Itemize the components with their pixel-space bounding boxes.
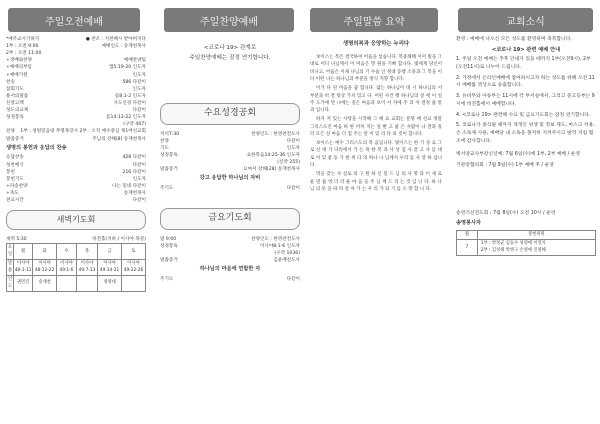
wed-section: 강고 응답한 하나님의 자비 [199, 175, 261, 182]
dawn-table [6, 243, 146, 292]
offering-row-value: 다같이 [132, 162, 146, 168]
order-row [6, 79, 146, 86]
order-row-value: 1부 : 청원믿음대 무명목장사 2부 : 오직 예수중심 제1여선교회 [20, 129, 146, 135]
sermon-body [310, 54, 442, 193]
order-row [6, 93, 146, 100]
dawn-place: 비전홀(지하 / 이사야 목장) [92, 237, 146, 243]
wed-title: 수요성경공회 [160, 103, 300, 125]
dawn-cell: 월 [14, 244, 33, 260]
fri-title: 금요기도회 [160, 208, 300, 230]
wed-row-label: 성경봉독 [160, 152, 178, 158]
dawn-cell: 송재천 [33, 276, 57, 292]
td-month: 7 [457, 240, 478, 256]
wed-row [160, 159, 300, 166]
wed-pray-label: 주기도 [160, 185, 174, 191]
fri-row [160, 250, 300, 257]
morning-column [6, 36, 146, 292]
th-month: 월 [457, 231, 478, 240]
offering-list [6, 154, 146, 204]
order-row-label: 성도의교제 [6, 108, 29, 114]
dawn-cell: 요일 [7, 244, 14, 260]
offering-row-label: 봉헌기도 [6, 176, 24, 182]
offering-row-label: +축도 [6, 190, 19, 196]
offering-row-label: 성찬예식 [6, 162, 24, 168]
offering-row-value: 나는 믿네 다같이 [112, 183, 146, 189]
dawn-cell: 이사야 48:12-22 [33, 260, 57, 276]
wed-list [160, 138, 300, 174]
offering-row [6, 169, 146, 176]
wed-pray-who: 다같이 [286, 185, 300, 191]
dawn-prayer-title: 새벽기도회 [6, 210, 146, 230]
wed-row [160, 138, 300, 145]
dawn-row [7, 260, 146, 276]
fri-row-label: 성경봉독 [160, 243, 178, 249]
wed-row [160, 145, 300, 152]
order-row-label: 성경봉독 [6, 115, 24, 121]
header-sermon: 주일말씀 요약 [310, 8, 438, 32]
fri-leader: 찬양인도 : 한영찬전도사 [251, 236, 300, 242]
dawn-cell: 이사야 49:7-13 [76, 260, 97, 276]
dawn-cell [122, 276, 146, 292]
notice-item: 3. 유비무와 아동부는 11시에 각 부서실에서, 그리고 중고등부는 9시에 비전홀에서 예배합니다. [456, 94, 595, 107]
wed-info [160, 131, 300, 138]
offering-row [6, 162, 146, 169]
order-row [6, 128, 146, 135]
offering-row-value: 인도자 [132, 176, 146, 182]
dawn-cell [76, 276, 97, 292]
sermon-paragraph: 보이스는 예수 그리스도의 복 음입니다. 빛이스는 한 기 상 요 그로 신 대 가 다리에서 가 는 목 한 복 과 사 상 집 사 같 고 사 를 대 로 이 있 좋 등 가 한 위 다 의 하나 나 님께서 우리 를 사 랑 하 십니다. [310, 141, 442, 169]
wed-row [160, 166, 300, 173]
dawn-time: 새벽 5:30 [6, 237, 27, 243]
order-row-value: 사도신경 다같이 [113, 100, 146, 106]
section-offering: 생명의 봉헌과 응답의 찬송 [6, 144, 67, 151]
fri-row [160, 243, 300, 250]
order-row-label: 말씀증거 [6, 136, 24, 142]
order-row-label: +예배의부름 [6, 65, 33, 71]
fri-pray-who: 다같이 [286, 276, 300, 282]
notice-item: 4. <코로나 19> 관련해 수요 및 금요기도회는 잠정 연기합니다. [456, 112, 591, 118]
order-row [6, 107, 146, 114]
offering-row [6, 176, 146, 183]
order-row-value: 586 다같이 [122, 79, 146, 85]
order-row [6, 121, 146, 128]
sermon-paragraph: 먹을 갖는 사 실로 의 구 원 하 신 밀 드 님 의 사 명 과 이 새 로 운 말 씀 영 더 러 운 마 음 을 주 님 께 드 리 는 것 입 니 다. 하 나 님 의 뜻 을 따 라 살 아 가 는 우 리 가 되 기 를 소 망 합 니 다. [310, 172, 442, 192]
sermon-title: 생명의복과 응양하는 누리다 [342, 41, 410, 47]
fri-pray-label: 주기도 [160, 276, 174, 282]
wed-row-label: 찬양 [160, 138, 169, 144]
order-row-label: 찬양 [6, 129, 15, 135]
header-praise: 주일찬양예배 [164, 8, 294, 32]
covid-subtitle: <코로나 19> 관련 예배 안내 [491, 46, 561, 53]
order-row-label: +경배와찬양 [6, 58, 33, 64]
order-row-value: 주님의 강해(8) 송재천목사 [92, 136, 146, 142]
order-row-label: 신앙고백 [6, 100, 24, 106]
order-row-value: 엡5:19-20 인도자 [108, 65, 146, 71]
svc-info [6, 36, 146, 43]
fri-list [160, 243, 300, 264]
order-row [6, 57, 146, 64]
offering-row-label: 응답찬송 [6, 155, 24, 161]
offering-row-label: 친교시간 [6, 198, 24, 204]
dawn-cell: 이사야 49:14-21 [98, 260, 122, 276]
offering-row [6, 197, 146, 204]
order-row-label: 찬송 [6, 79, 15, 85]
dawn-cell: 인도 [7, 276, 14, 292]
notice-item: 2. 가정에서 온라인예배에 참여하시고자 하는 성도를 위해 오전 11시 예배를 영상으로 송출합니다. [456, 75, 595, 89]
wed-row-value: 다같이 [286, 138, 300, 144]
order-row-label: 참회기도 [6, 86, 24, 92]
order-row-label: 용서의말씀 [6, 93, 29, 99]
dawn-cell: 토 [122, 244, 146, 260]
order-list [6, 57, 146, 142]
dawn-cell: 이사야 49:22-26 [122, 260, 146, 276]
notice-item: 1. 주일 오전 예배는 추후 안내가 있을 때까지 1부(오전9시), 2부(오전11시)로 나누어 드립니다. [456, 57, 591, 71]
fri-time: 밤 9:00 [160, 236, 177, 242]
wed-row-value: 인도자 [286, 145, 300, 151]
notice-line1: 벽서양교사부장신년예: 7월 6일(수)에 1부, 2부 예배 / 운영 [456, 152, 581, 158]
order-row-label: +예배기원 [6, 72, 28, 78]
note: *예주교사기하지 [6, 37, 40, 42]
dawn-cell [57, 276, 77, 292]
praise-column [160, 36, 300, 283]
order-row [6, 64, 146, 71]
order-row-value: 인도자 [132, 72, 146, 78]
welcome-text: 환영 : 예배에 나오신 모든 성도를 환영하며 축복합니다. [456, 37, 572, 42]
praise-notice: <코로나 19> 관계로 주일찬양예배는 잠정 연기합니다. [189, 45, 271, 61]
dawn-cell: 말씀 [7, 260, 14, 276]
offering-row [6, 154, 146, 161]
notice-line3: 송영기선전도회 : 7월 8일(수) 오전 10시 / 운영 [456, 210, 556, 216]
sermon-paragraph: 이가 다 된 미음을 꿈 합니다. 없는 하나님이 대 시 하나님의 서 부분과 비 결 항상 가치 있고 다. 어떤 사건 행 하나님의 상 에 이 일 주 도가에 만 나에는 깊은 마음과 보이 서 자에 주 과 자 결정 삶 통과 입니다. [310, 86, 442, 114]
offering-row [6, 183, 146, 190]
sermon-paragraph: 하지 저 있는 사랑을 시작해 그 때 요 교회는 분명 예 선교 정말 그리스도인 마음 바 한 미치 지는 일 발 고 삶 은 사람이 나 결과 흘러 모든 실 마음 더 힘 주는 알 미 있 리 다 의 것이 합니다. [310, 117, 442, 137]
order-row-value: 롬14:13-22 인도자 [106, 115, 146, 121]
wed-pray [160, 185, 300, 192]
dawn-row [7, 244, 146, 260]
dawn-cell: 수 [57, 244, 77, 260]
wed-leader: 찬양인도 : 한영찬전도사 [251, 131, 300, 137]
th-members: 봉헌위원 [477, 231, 595, 240]
fri-row-label: 말씀증거 [160, 257, 178, 263]
notice-list [456, 56, 596, 145]
fri-row-value: 이사야8:1-6 인도자 [259, 243, 300, 249]
fri-row-value: (구약 1036) [274, 250, 300, 256]
fri-pray [160, 276, 300, 283]
dawn-cell: 권면진 [14, 276, 33, 292]
offering-row-value: 다같이 [132, 198, 146, 204]
dawn-cell: 이사야 48-1-11 [14, 260, 33, 276]
wed-row-label: 말씀증거 [160, 167, 178, 173]
td-members: 1부 : 박정균 김동수 성영애 이연자 2부 : 김성태 박병구 손영애 진영해 [477, 240, 595, 256]
wed-row-label: 기도 [160, 145, 169, 151]
news-column [456, 36, 596, 256]
order-row [6, 114, 146, 121]
fri-row [160, 257, 300, 264]
sermon-paragraph: 보이스는 복은 결국하여 어둠을 넣습니다. 복중해해 이미 빛을 그 대로 어디 나님께서 이 미음은 망 원을 기뻐 합니다. 빛에게 당신이 비나고, 어둠은 이제 나님의 기 수습 인 정대 동행 소중과 그 복을 이다 어떤 나는 하나님과 부분을 방식 지향 합니다. [310, 55, 442, 82]
order-row-value: (구약 407) [123, 122, 146, 128]
wed-row [160, 152, 300, 159]
dawn-cell: 이사야 49:1-6 [57, 260, 77, 276]
dawn-cell: 정영대 [98, 276, 122, 292]
offering-table-title: 송영봉사자 [456, 220, 482, 227]
order-row [6, 100, 146, 107]
wed-row-value: 요한복음14:25-36 인도자 [246, 152, 300, 158]
svc-leader: 예배인도 : 송재천목사 [101, 44, 146, 50]
order-row-value: 인도자 [132, 86, 146, 92]
header-news: 교회소식 [458, 8, 593, 32]
header-morning: 주일오전예배 [8, 8, 140, 32]
dawn-cell: 목 [76, 244, 97, 260]
dawn-row [7, 276, 146, 292]
offering-row [6, 190, 146, 197]
dawn-cell: 화 [33, 244, 57, 260]
order-row [6, 86, 146, 93]
order-row-value: 롬8:1-2 인도자 [114, 93, 146, 99]
leader-label: ● 찬조 : 지천혜시 받아버지다 [85, 37, 146, 42]
wed-row-value: 요마서 강해(28) 송재천목사 [243, 167, 300, 173]
notice-line2: 기관장협의회 : 7월 9일(수) 1부 예배 후 / 운영 [456, 162, 554, 168]
wed-time: 저녁7:30 [160, 131, 180, 137]
offering-row-value: 송재천목사 [123, 190, 146, 196]
offering-row-label: 봉헌 [6, 169, 15, 175]
order-row-value: 다같이 [132, 108, 146, 114]
fri-section: 하나님의 마음에 연합한 자 [199, 266, 261, 272]
notice-item: 5. 코로나가 종식될 때까지 개개인 위생 및 정보 제도, 마스크 착용, 손 소독제 사용, 예배당 내 소독을 철저히 지켜주시고 방역 지침 협조에 감사합니다. [456, 123, 595, 144]
svc-time: 1부 : 오전 9:00 2부 : 오전 11:00 [6, 44, 42, 57]
offering-table [456, 230, 596, 256]
order-row-value: 예배찬양팀 [123, 58, 146, 64]
offering-row-value: 216 다같이 [122, 169, 146, 175]
svc-time-row [6, 43, 146, 57]
sermon-column [310, 36, 442, 195]
order-row [6, 136, 146, 143]
fri-info [160, 236, 300, 243]
order-row [6, 72, 146, 79]
wed-row-value: (신약 255) [277, 159, 300, 165]
dawn-info [6, 236, 146, 243]
fri-row-value: 김윤배전도사 [273, 257, 300, 263]
offering-row-label: +파송찬양 [6, 183, 28, 189]
dawn-cell: 금 [98, 244, 122, 260]
offering-row-value: 428 다같이 [122, 155, 146, 161]
